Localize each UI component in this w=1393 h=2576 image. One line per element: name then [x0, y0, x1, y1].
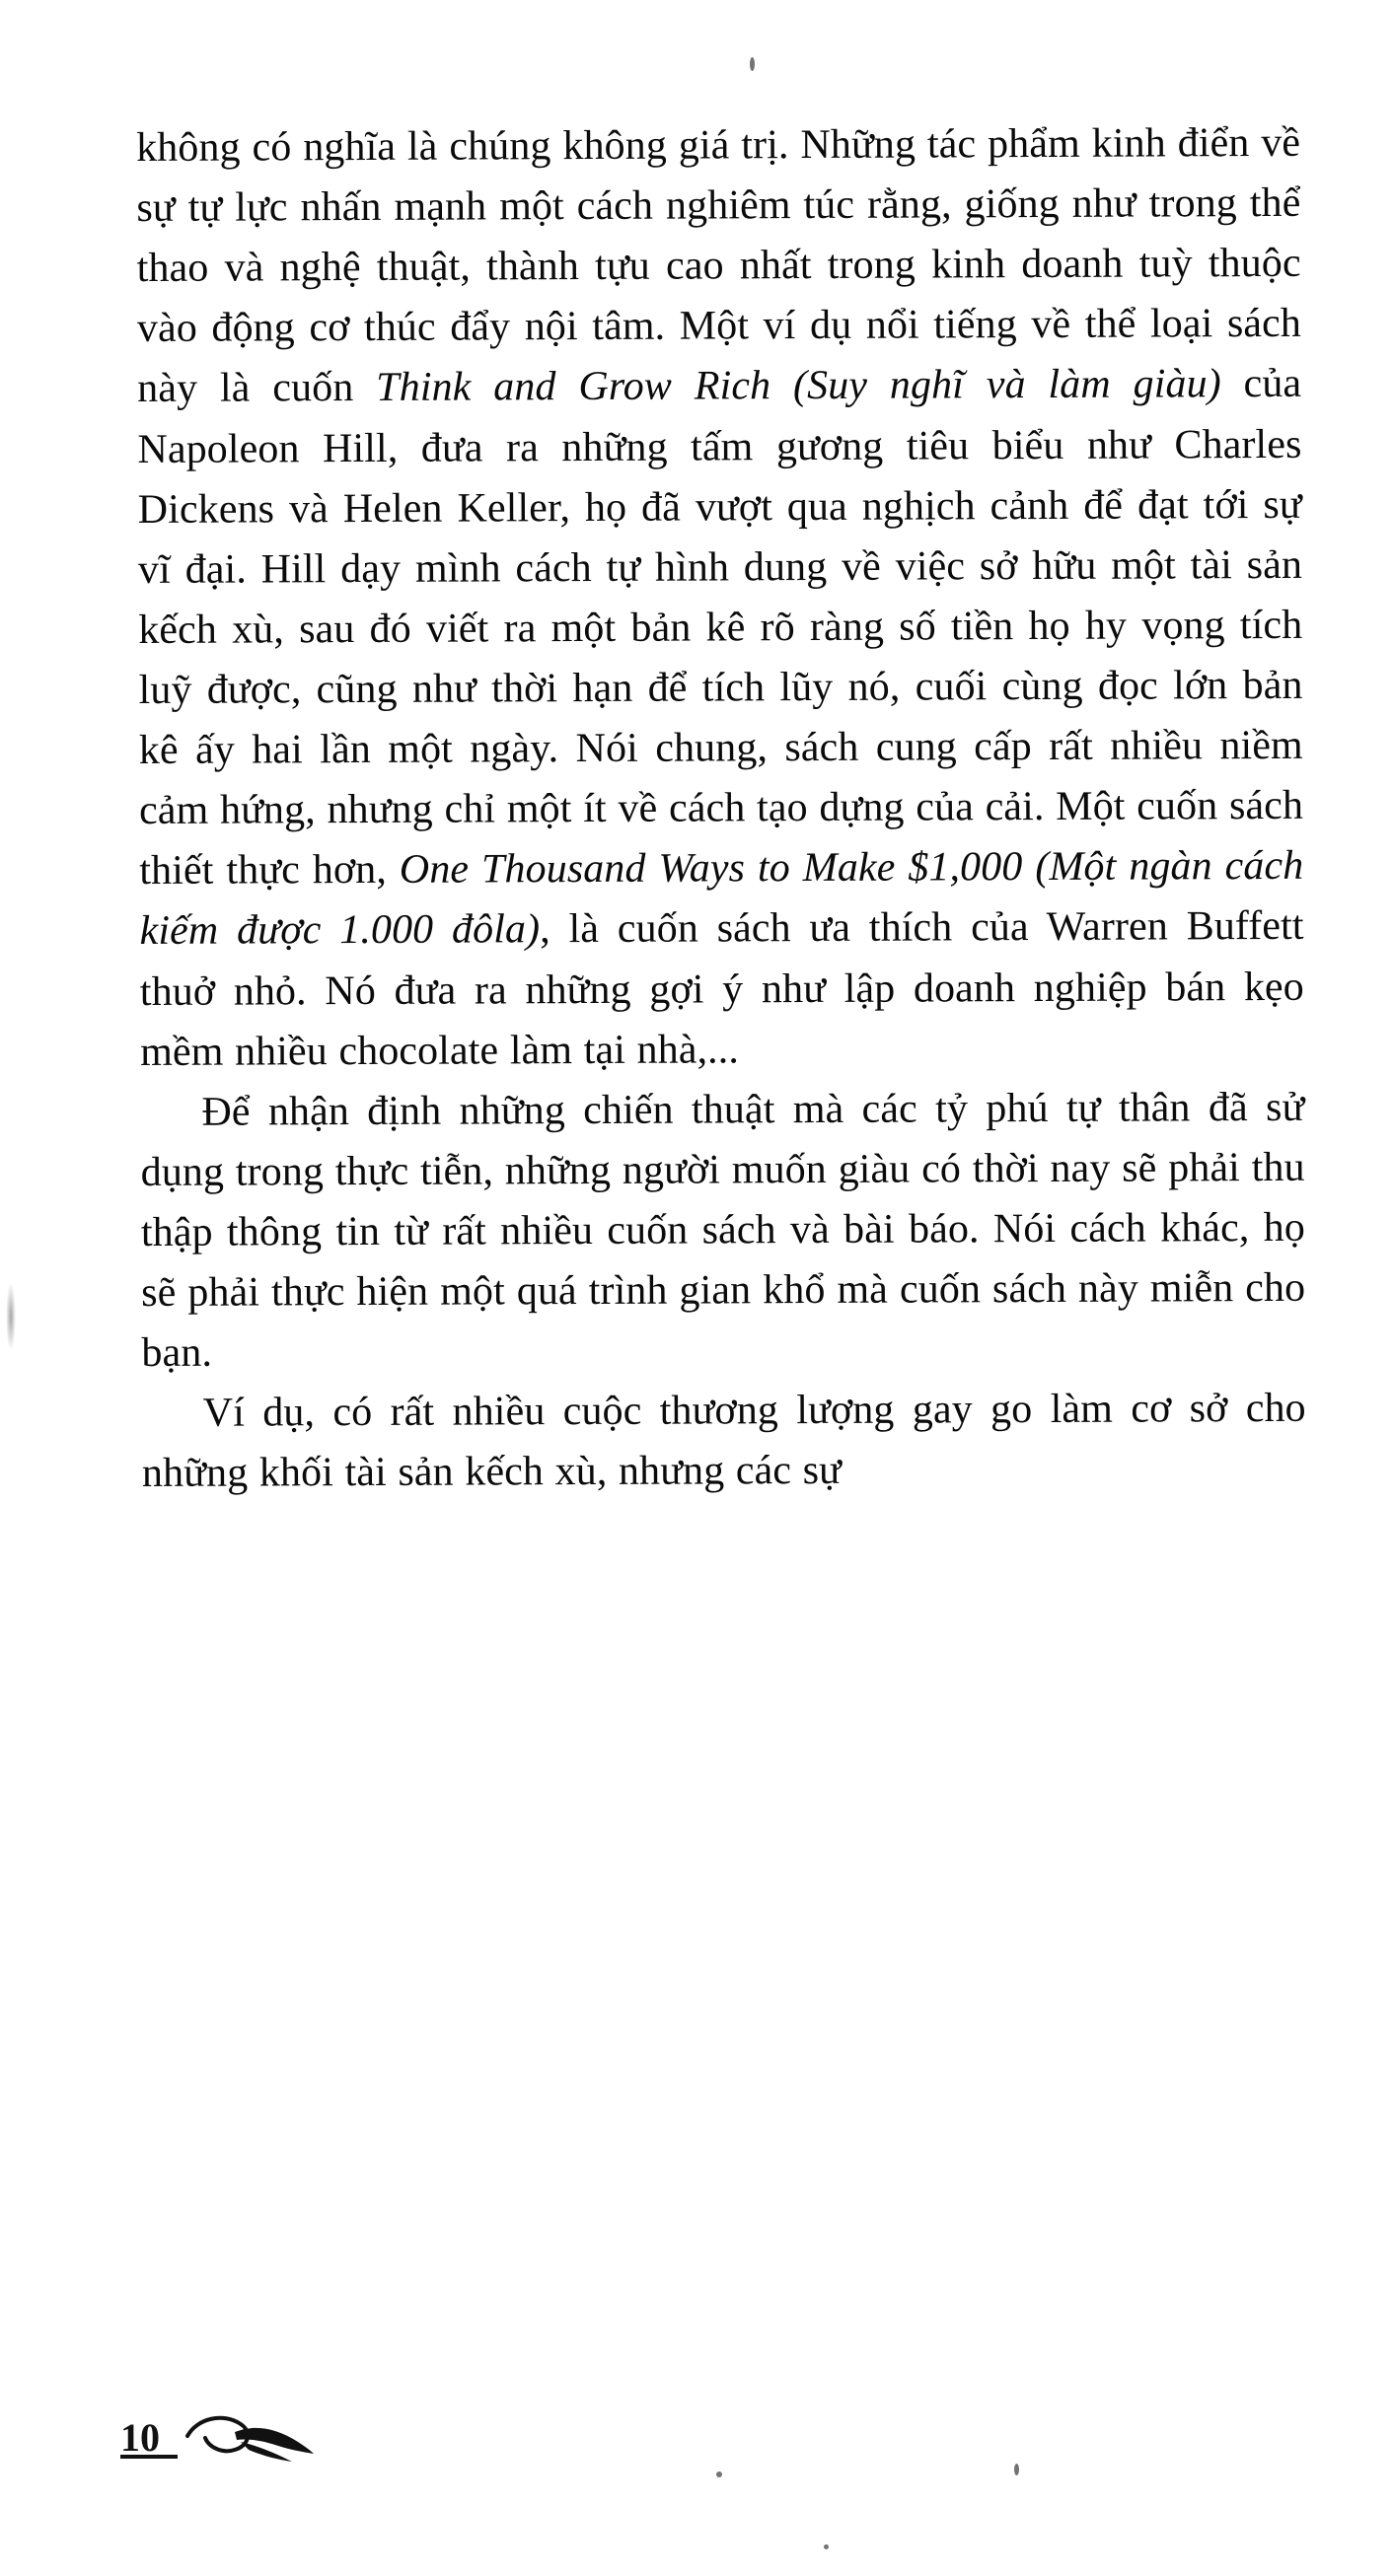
text-run: Ví dụ, có rất nhiều cuộc thương lượng gay go làm cơ sở cho những khối tài sản kếch xù, nhưng các sự: [141, 1386, 1306, 1497]
body-text: [136, 113, 1306, 1505]
scan-speck: [1014, 2464, 1019, 2475]
paragraph-3: [142, 1379, 1307, 1504]
text-run: , là cuốn sách ưa thích của Warren Buffett thuở nhỏ. Nó đưa ra những gợi ý như lập doanh nghiệp bán kẹo mềm nhiều chocolate làm tại nhà,...: [139, 903, 1304, 1075]
paragraph-1: [136, 113, 1304, 1083]
text-run: của Napoleon Hill, đưa ra những tấm gương tiêu biểu như Charles Dickens và Helen Keller, họ đã vượt qua nghịch cảnh để đạt tới sự vĩ đại. Hill dạy mình cách tự hình dung về việc sở hữu một tài sản kếch xù, sau đó viết ra một bản kê rõ ràng số tiền họ hy vọng tích luỹ được, cũng như thời hạn để tích lũy nó, cuối cùng đọc lớn bản kê ấy hai lần một ngày. Nói chung, sách cung cấp rất nhiều niềm cảm hứng, nhưng chỉ một ít về cách tạo dựng của cải. Một cuốn sách thiết thực hơn,: [137, 361, 1304, 894]
text-run: Để nhận định những chiến thuật mà các tỷ phú tự thân đã sử dụng trong thực tiễn, những người muốn giàu có thời nay sẽ phải thu thập thông tin từ rất nhiều cuốn sách và bài báo. Nói cách khác, họ sẽ phải thực hiện một quá trình gian khổ mà cuốn sách này miễn cho bạn.: [140, 1084, 1306, 1377]
italic-run: Think and Grow Rich (Suy nghĩ và làm giàu): [376, 361, 1221, 411]
text-run: không có nghĩa là chúng không giá trị. Những tác phẩm kinh điển về sự tự lực nhấn mạnh một cách nghiêm túc rằng, giống như trong thể thao và nghệ thuật, thành tựu cao nhất trong kinh doanh tuỳ thuộc vào động cơ thúc đẩy nội tâm. Một ví dụ nổi tiếng về thể loại sách này là cuốn: [136, 119, 1302, 412]
page-number: [120, 2414, 178, 2459]
scan-speck: [750, 57, 755, 71]
page-edge-shadow: [6, 1282, 16, 1351]
scan-speck: [716, 2471, 722, 2477]
paragraph-2: [140, 1078, 1305, 1385]
pen-flourish-icon: [180, 2402, 318, 2471]
scan-speck: [824, 2544, 829, 2549]
italic-run: One Thousand Ways to Make $1,000 (Một ngàn cách kiếm được 1.000 đôla): [139, 843, 1304, 955]
page-number-label: 10: [120, 2415, 160, 2460]
